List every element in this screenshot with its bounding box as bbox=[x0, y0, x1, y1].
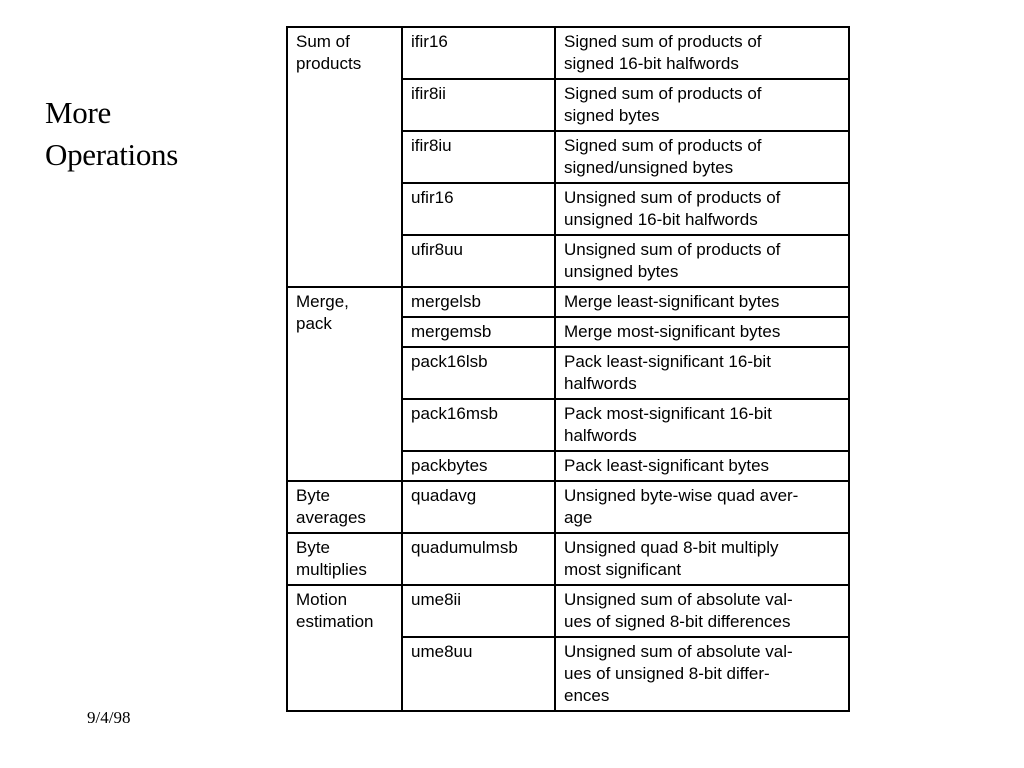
description-text: halfwords bbox=[564, 374, 637, 393]
description-text: Signed sum of products of bbox=[564, 32, 762, 51]
operation-cell bbox=[402, 451, 555, 481]
operation-cell bbox=[402, 131, 555, 183]
operation-name: packbytes bbox=[411, 456, 488, 475]
description-cell bbox=[555, 287, 849, 317]
operation-cell bbox=[402, 481, 555, 533]
description-text: age bbox=[564, 508, 593, 527]
operation-cell bbox=[402, 79, 555, 131]
description-text: Pack least-significant bytes bbox=[564, 456, 770, 475]
category-label: Motion bbox=[296, 590, 348, 609]
description-cell bbox=[555, 481, 849, 533]
description-text: unsigned 16-bit halfwords bbox=[564, 210, 758, 229]
category-label: Byte bbox=[296, 486, 331, 505]
description-text: Unsigned byte-wise quad aver- bbox=[564, 486, 799, 505]
description-text: Merge least-significant bytes bbox=[564, 292, 780, 311]
description-text: ences bbox=[564, 686, 610, 705]
description-text: unsigned bytes bbox=[564, 262, 679, 281]
operations-table bbox=[286, 26, 850, 712]
description-text: Unsigned sum of products of bbox=[564, 188, 781, 207]
table-row bbox=[287, 585, 849, 637]
description-cell bbox=[555, 183, 849, 235]
description-cell bbox=[555, 399, 849, 451]
slide-title-line-1: More bbox=[45, 95, 111, 130]
operation-name: ifir16 bbox=[411, 32, 448, 51]
operation-name: pack16lsb bbox=[411, 352, 488, 371]
operation-name: ifir8ii bbox=[411, 84, 446, 103]
description-text: Unsigned sum of absolute val- bbox=[564, 590, 793, 609]
description-text: most significant bbox=[564, 560, 682, 579]
description-text: Unsigned sum of products of bbox=[564, 240, 781, 259]
description-cell bbox=[555, 451, 849, 481]
operation-cell bbox=[402, 399, 555, 451]
table-row bbox=[287, 533, 849, 585]
operation-cell bbox=[402, 347, 555, 399]
operation-cell bbox=[402, 317, 555, 347]
description-cell bbox=[555, 131, 849, 183]
description-text: Signed sum of products of bbox=[564, 84, 762, 103]
category-label: multiplies bbox=[296, 560, 367, 579]
description-cell bbox=[555, 533, 849, 585]
table-row bbox=[287, 481, 849, 533]
description-cell bbox=[555, 585, 849, 637]
description-cell bbox=[555, 347, 849, 399]
operation-name: ufir16 bbox=[411, 188, 454, 207]
operation-name: ufir8uu bbox=[411, 240, 463, 259]
operation-name: ume8ii bbox=[411, 590, 462, 609]
description-cell bbox=[555, 235, 849, 287]
operation-name: mergemsb bbox=[411, 322, 492, 341]
category-cell bbox=[287, 585, 402, 711]
category-cell bbox=[287, 27, 402, 287]
description-text: ues of unsigned 8-bit differ- bbox=[564, 664, 770, 683]
operation-name: ifir8iu bbox=[411, 136, 452, 155]
category-cell bbox=[287, 287, 402, 481]
category-cell bbox=[287, 481, 402, 533]
description-text: signed bytes bbox=[564, 106, 660, 125]
category-label: products bbox=[296, 54, 362, 73]
operation-name: ume8uu bbox=[411, 642, 473, 661]
category-label: Byte bbox=[296, 538, 331, 557]
operation-cell bbox=[402, 287, 555, 317]
operation-name: pack16msb bbox=[411, 404, 498, 423]
operation-cell bbox=[402, 637, 555, 711]
operation-name: quadavg bbox=[411, 486, 477, 505]
category-label: Merge, bbox=[296, 292, 349, 311]
description-text: Pack least-significant 16-bit bbox=[564, 352, 771, 371]
operation-cell bbox=[402, 27, 555, 79]
description-text: signed 16-bit halfwords bbox=[564, 54, 739, 73]
operation-name: quadumulmsb bbox=[411, 538, 518, 557]
description-cell bbox=[555, 79, 849, 131]
operations-table-body bbox=[287, 27, 849, 711]
table-row bbox=[287, 287, 849, 317]
table-row bbox=[287, 27, 849, 79]
category-label: pack bbox=[296, 314, 332, 333]
operation-cell bbox=[402, 533, 555, 585]
description-text: Merge most-significant bytes bbox=[564, 322, 781, 341]
description-text: Unsigned quad 8-bit multiply bbox=[564, 538, 779, 557]
slide-date: 9/4/98 bbox=[87, 708, 131, 727]
description-cell bbox=[555, 637, 849, 711]
operation-cell bbox=[402, 183, 555, 235]
category-label: Sum of bbox=[296, 32, 350, 51]
slide-title bbox=[45, 92, 265, 176]
description-cell bbox=[555, 317, 849, 347]
description-text: Unsigned sum of absolute val- bbox=[564, 642, 793, 661]
description-text: Signed sum of products of bbox=[564, 136, 762, 155]
operation-name: mergelsb bbox=[411, 292, 481, 311]
operation-cell bbox=[402, 585, 555, 637]
slide-title-line-2: Operations bbox=[45, 137, 179, 172]
description-cell bbox=[555, 27, 849, 79]
description-text: Pack most-significant 16-bit bbox=[564, 404, 772, 423]
category-label: averages bbox=[296, 508, 366, 527]
description-text: halfwords bbox=[564, 426, 637, 445]
description-text: signed/unsigned bytes bbox=[564, 158, 734, 177]
description-text: ues of signed 8-bit differences bbox=[564, 612, 791, 631]
category-label: estimation bbox=[296, 612, 374, 631]
category-cell bbox=[287, 533, 402, 585]
operation-cell bbox=[402, 235, 555, 287]
